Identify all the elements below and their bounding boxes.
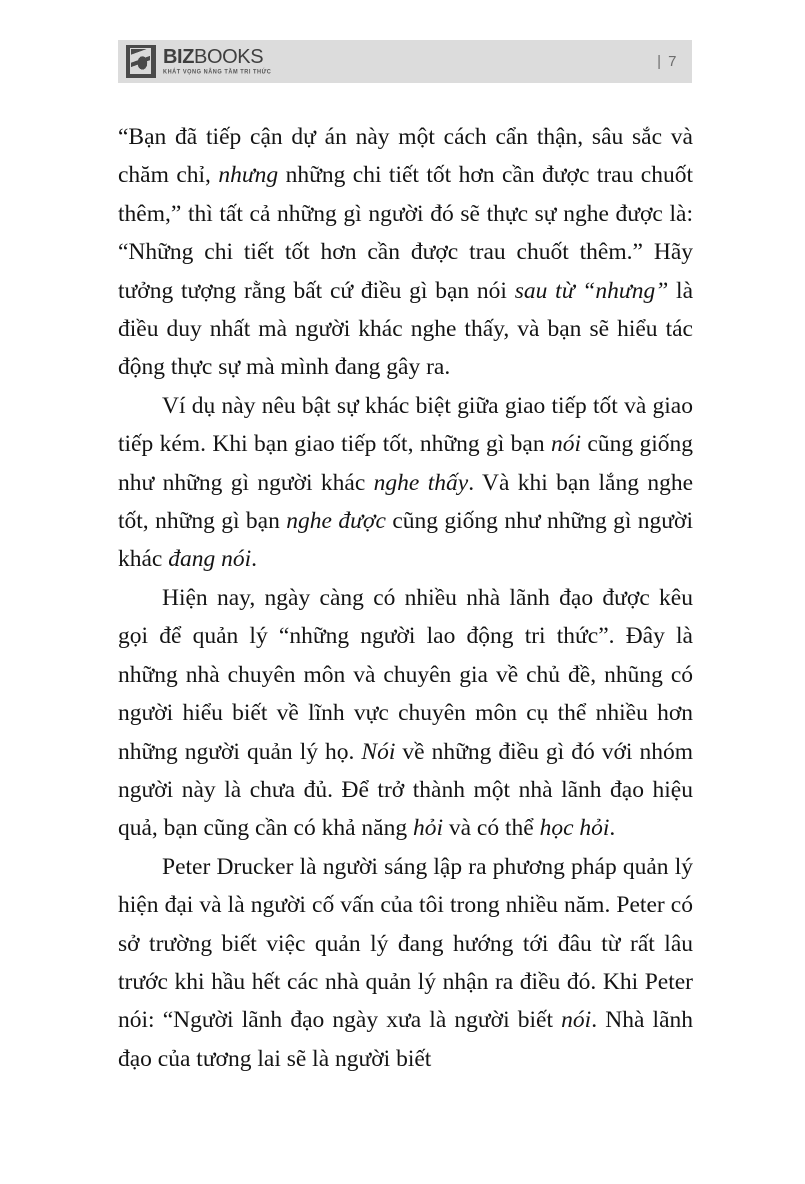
bizbooks-emblem-icon [126,45,156,78]
brand-tagline: KHÁT VỌNG NÂNG TẦM TRI THỨC [163,69,272,76]
publisher-logo [126,45,271,78]
emphasis-text: đang nói [168,546,252,573]
body-text-run: những chi tiết tốt hơn cần được trau chuốt thêm,” thì tất cả những gì người đó sẽ thực sự nghe được là: “Những chi tiết tốt hơn cần được trau chuốt thêm.” Hãy tưởng tượng rằng bất cứ điều gì bạn nói [118,162,693,304]
body-text-run: Peter Drucker là người sáng lập ra phương pháp quản lý hiện đại và là người cố vấn của tôi trong nhiều năm. Peter có sở trường biết việc quản lý đang hướng tới đâu từ rất lâu trước khi hầu hết các nhà quản lý nhận ra điều đó. Khi Peter nói: “Người lãnh đạo ngày xưa là người biết [118,853,693,1034]
emphasis-text: sau từ “nhưng” [514,277,669,304]
body-text-run: . Nhà lãnh đạo của tương lai sẽ là người biết [118,1007,693,1072]
page-body [118,118,693,1078]
body-text-run: cũng giống như những gì người khác [118,508,693,573]
brand-title-light: BOOKS [194,46,264,69]
page-number: | 7 [657,53,678,70]
brand-title-bold: BIZ [163,46,195,69]
body-text-run: cũng giống như những gì người khác [118,431,693,496]
emphasis-text: nói [561,1007,592,1034]
emphasis-text: nghe được [286,508,386,535]
body-text-run: . [609,815,616,842]
body-text-run: và có thể [442,815,540,842]
emphasis-text: nhưng [218,162,279,189]
emphasis-text: học hỏi [539,815,610,842]
emphasis-text: Nói [361,738,396,765]
body-text-run: . Và khi bạn lắng nghe tốt, những gì bạn [118,469,693,535]
body-text-run: Ví dụ này nêu bật sự khác biệt giữa giao tiếp tốt và giao tiếp kém. Khi bạn giao tiếp tốt, những gì bạn [118,392,693,458]
paragraph [118,848,693,1078]
emphasis-text: hỏi [412,815,443,842]
paragraph [118,387,693,579]
brand-text-block [163,47,271,76]
body-text-run: về những điều gì đó với nhóm người này là chưa đủ. Để trở thành một nhà lãnh đạo hiệu quả, bạn cũng cần có khả năng [118,738,693,842]
body-text-run: là điều duy nhất mà người khác nghe thấy, và bạn sẽ hiểu tác động thực sự mà mình đang gây ra. [118,277,694,381]
body-text-run: Hiện nay, ngày càng có nhiều nhà lãnh đạo được kêu gọi để quản lý “những người lao động tri thức”. Đây là những nhà chuyên môn và chuyên gia về chủ đề, nhũng có người hiểu biết về lĩnh vực chuyên môn cụ thể nhiều hơn những người quản lý họ. [118,584,693,765]
paragraph [118,118,693,387]
paragraph [118,579,693,848]
running-header [118,40,692,83]
brand-title [163,47,271,67]
emphasis-text: nghe thấy [373,469,469,496]
body-text-run: “Bạn đã tiếp cận dự án này một cách cẩn thận, sâu sắc và chăm chỉ, [118,124,693,189]
body-text-run: . [251,546,258,573]
emphasis-text: nói [550,431,581,458]
